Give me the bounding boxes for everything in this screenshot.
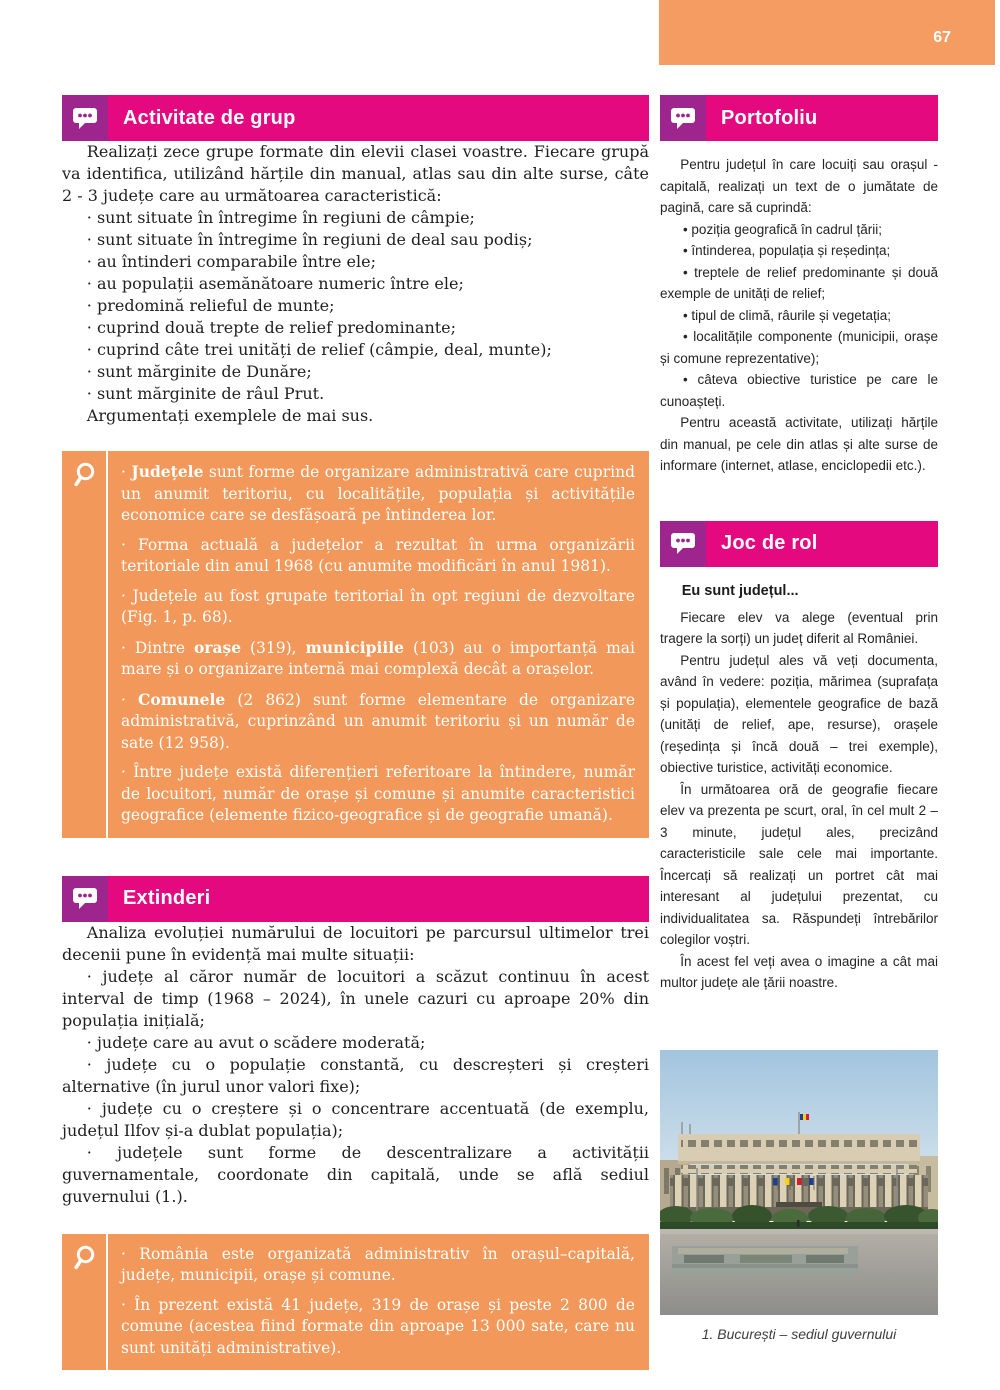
magnifier-icon <box>69 460 99 497</box>
bullet-item: · județe al căror număr de locuitori a scăzut continuu în acest interval de timp (1968 – 2024), în unele cazuri cu aproape 20% din populația inițială; <box>62 966 649 1032</box>
section-header-activitate <box>62 95 649 141</box>
section-title: Portofoliu <box>721 106 818 129</box>
paragraph-intro: Pentru județul în care locuiți sau orașul - capitală, realizați un text de o jumătate de pagină, care să cuprindă: <box>660 157 938 215</box>
romanian-flag-icon <box>800 1114 809 1120</box>
paragraph-outro: Argumentați exemplele de mai sus. <box>86 406 374 425</box>
photo-puddle <box>672 1246 858 1276</box>
role-play-subtitle: Eu sunt județul... <box>681 582 799 599</box>
section-title: Extinderi <box>123 887 211 909</box>
infobox-item: · Județele sunt forme de organizare administrativă care cuprind un anumit teritoriu, cu localitățile, populația și activitățile economice care se desfășoară pe întinderea lor. <box>121 461 635 527</box>
bullet-item: • poziția geografică în cadrul țării; <box>660 219 938 241</box>
bullet-item: · sunt situate în întregime în regiuni de câmpie; <box>62 207 649 229</box>
page-number: 67 <box>933 28 951 46</box>
figure-bucharest <box>660 1050 938 1342</box>
bullet-item: • întinderea, populația și reședința; <box>660 240 938 262</box>
infobox-item: · Între județe există diferențieri referitoare la întindere, număr de locuitori, număr de orașe și comune și anumite caracteristici geografice (elemente fizico-geografice și de geografie umană). <box>121 762 635 827</box>
paragraph: Fiecare elev va alege (eventual prin tragere la sorți) un județ diferit al României. <box>660 609 938 646</box>
bullet-list <box>62 966 649 1208</box>
infobox-item: · Forma actuală a județelor a rezultat în urma organizării teritoriale din anul 1968 (cu anumite modificări în anul 1981). <box>121 535 635 578</box>
figure-caption: 1. București – sediul guvernului <box>701 1325 897 1342</box>
bullet-item: · predomină relieful de munte; <box>62 295 649 317</box>
infobox-definitions <box>62 451 649 838</box>
speech-bubble-icon <box>62 876 108 922</box>
bullet-item: · județe cu o creștere și o concentrare accentuată (de exemplu, județul Ilfov și-a dublat populația); <box>62 1098 649 1142</box>
section-header-joc-de-rol <box>660 521 938 567</box>
bullet-item: · sunt mărginite de Dunăre; <box>62 361 649 383</box>
bullet-item: · cuprind două trepte de relief predominante; <box>62 317 649 339</box>
bullet-item: · au populații asemănătoare numeric între ele; <box>62 273 649 295</box>
infobox-item: · România este organizată administrativ în orașul–capitală, județe, municipii, orașe și comune. <box>121 1244 635 1287</box>
bullet-item: · cuprind câte trei unități de relief (câmpie, deal, munte); <box>62 339 649 361</box>
infobox-item: · Comunele (2 862) sunt forme elementare de organizare administrativă, cuprinzând un anumit teritoriu și un număr de sate (12 958). <box>121 689 635 755</box>
paragraph-intro: Realizați zece grupe formate din elevii clasei voastre. Fiecare grupă va identifica, utilizând hărțile din manual, atlas sau din alte surse, câte 2 - 3 județe care au următoarea caracteristică: <box>62 142 649 205</box>
section-title: Joc de rol <box>721 532 818 554</box>
speech-bubble-icon <box>660 95 706 141</box>
magnifier-icon <box>69 1243 99 1280</box>
right-column <box>660 95 938 1342</box>
section-header-extinderi <box>62 876 649 922</box>
bullet-list <box>660 219 938 413</box>
speech-bubble-icon <box>62 95 108 141</box>
infobox-item: · În prezent există 41 județe, 319 de orașe și peste 2 800 de comune (acestea fiind formate din aproape 13 000 sate, care nu sunt unități administrative). <box>121 1295 635 1360</box>
paragraph-intro: Analiza evoluției numărului de locuitori pe parcursul ultimelor trei decenii pune în evidență mai multe situații: <box>62 922 649 964</box>
paragraph: În următoarea oră de geografie fiecare elev va prezenta pe scurt, oral, în cel mult 2 – 3 minute, județul ales, precizând caracteristicile sale cele mai importante. Încercați să realizați un portret cât mai interesant al județului prezentat, cu individualitatea sa. Răspundeți întrebărilor colegilor voștri. <box>660 781 938 947</box>
section-header-portofoliu <box>660 95 938 141</box>
bullet-item: · județe cu o populație constantă, cu descreșteri și creșteri alternative (în jurul unor valori fixe); <box>62 1054 649 1098</box>
bullet-list <box>62 207 649 405</box>
bullet-item: • câteva obiective turistice pe care le cunoașteți. <box>660 369 938 412</box>
bullet-item: • localitățile componente (municipii, orașe și comune reprezentative); <box>660 326 938 369</box>
infobox-item: · Județele au fost grupate teritorial în opt regiuni de dezvoltare (Fig. 1, p. 68). <box>121 586 635 629</box>
left-column <box>62 95 649 1370</box>
infobox-body <box>106 1234 649 1371</box>
section-title: Activitate de grup <box>123 106 296 129</box>
bullet-item: • treptele de relief predominante și două exemple de unități de relief; <box>660 262 938 305</box>
bullet-item: · județele sunt forme de descentralizare a activității guvernamentale, coordonate din capitală, unde se află sediul guvernului (1.). <box>62 1142 649 1208</box>
infobox-gutter <box>62 451 106 838</box>
bullet-item: • tipul de climă, râurile și vegetația; <box>660 305 938 327</box>
speech-bubble-icon <box>660 521 706 567</box>
infobox-body <box>106 451 649 838</box>
infobox-item: · Dintre orașe (319), municipiile (103) au o importanță mai mare și o organizare internă mai complexă decât a orașelor. <box>121 637 635 681</box>
paragraph-outro: Pentru această activitate, utilizați hărțile din manual, pe cele din atlas și alte surse de informare (internet, atlase, enciclopedii etc.). <box>660 415 938 473</box>
infobox-gutter <box>62 1234 106 1371</box>
paragraph-group <box>660 607 938 994</box>
paragraph: În acest fel veți avea o imagine a cât mai multor județe ale țării noastre. <box>660 953 938 990</box>
bullet-item: · au întinderi comparabile între ele; <box>62 251 649 273</box>
bullet-item: · sunt mărginite de râul Prut. <box>62 383 649 405</box>
bullet-item: · județe care au avut o scădere moderată; <box>62 1032 649 1054</box>
paragraph: Pentru județul ales vă veți documenta, având în vedere: poziția, mărimea (suprafața și populația), elementele geografice de bază (unități de relief, ape, resurse), orașele (reședința și încă două – trei exemple), obiective turistice, activități economice. <box>660 652 938 775</box>
bullet-item: · sunt situate în întregime în regiuni de deal sau podiș; <box>62 229 649 251</box>
page-number-block <box>659 0 995 65</box>
infobox-admin <box>62 1234 649 1371</box>
photo-bucharest-government <box>660 1050 938 1315</box>
